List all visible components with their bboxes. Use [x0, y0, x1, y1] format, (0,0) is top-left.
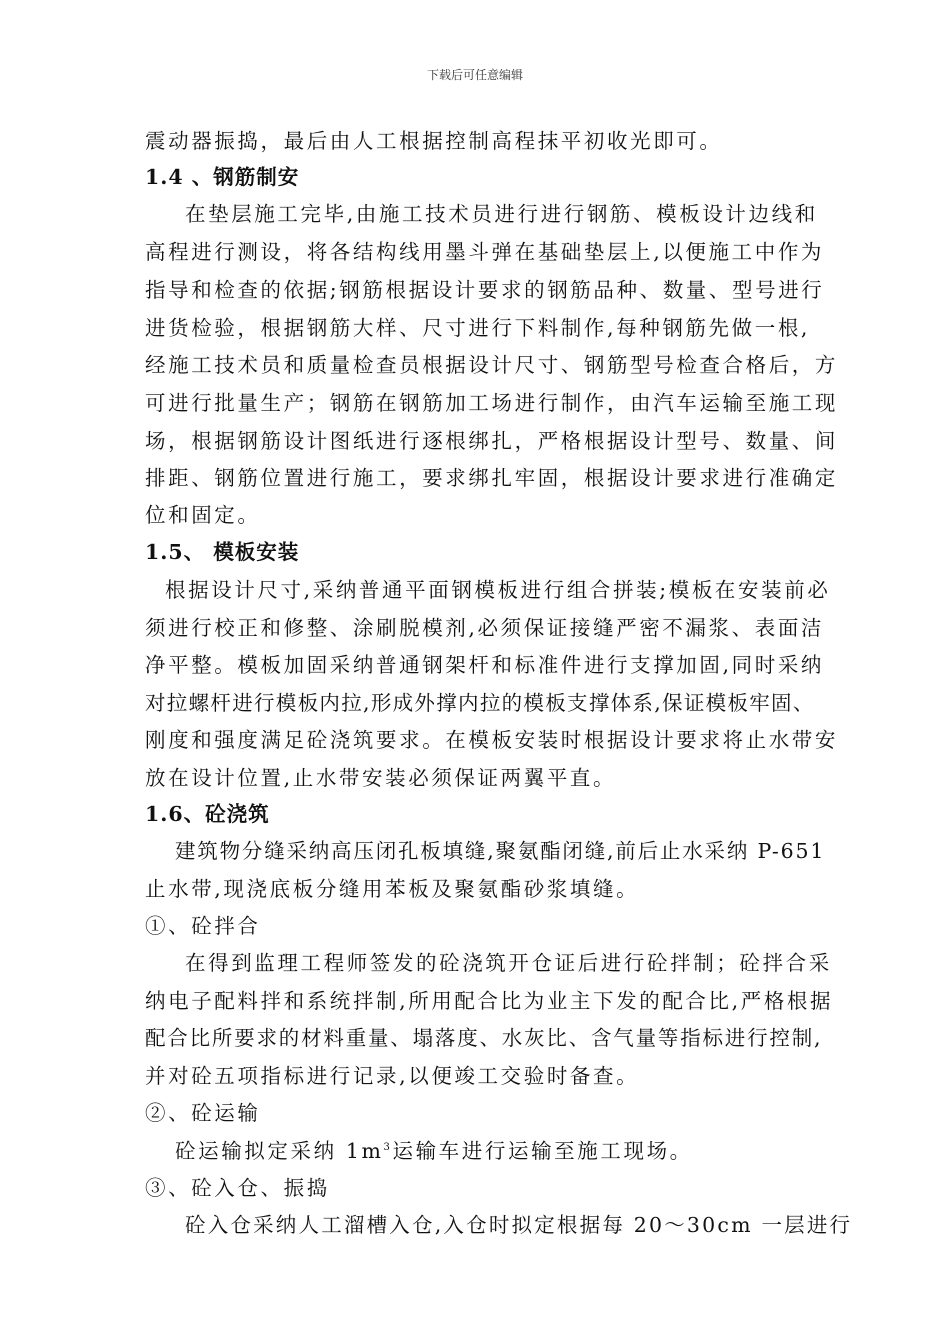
text-line: 高程进行测设，将各结构线用墨斗弹在基础垫层上,以便施工中作为: [145, 240, 825, 264]
section-heading-1-6: 1.6、砼浇筑: [145, 802, 270, 826]
text-line: 须进行校正和修整、涂刷脱模剂,必须保证接缝严密不漏浆、表面洁: [145, 616, 825, 640]
text-line: 配合比所要求的材料重量、塌落度、水灰比、含气量等指标进行控制,: [145, 1026, 823, 1050]
text-line: 在得到监理工程师签发的砼浇筑开仓证后进行砼拌制；砼拌合采: [185, 951, 832, 975]
subheading-transport: ②、砼运输: [145, 1101, 261, 1125]
text-line: 净平整。模板加固采纳普通钢架杆和标准件进行支撑加固,同时采纳: [145, 653, 825, 677]
text-line: 对拉螺杆进行模板内拉,形成外撑内拉的模板支撑体系,保证模板牢固、: [145, 691, 815, 715]
text-line: 可进行批量生产；钢筋在钢筋加工场进行制作，由汽车运输至施工现: [145, 391, 838, 415]
text-line: 位和固定。: [145, 503, 261, 527]
text-line: 纳电子配料拌和系统拌制,所用配合比为业主下发的配合比,严格根据: [145, 989, 834, 1013]
section-heading-1-5: 1.5、 模板安装: [145, 540, 300, 564]
text-line: 止水带,现浇底板分缝用苯板及聚氨酯砂浆填缝。: [145, 877, 640, 901]
section-heading-1-4: 1.4 、钢筋制安: [145, 165, 300, 189]
text-line: 震动器振捣，最后由人工根据控制高程抹平初收光即可。: [145, 129, 723, 153]
text-line: 砼入仓采纳人工溜槽入仓,入仓时拟定根据每 20～30cm 一层进行: [185, 1213, 853, 1237]
text-line: 根据设计尺寸,采纳普通平面钢模板进行组合拼装;模板在安装前必: [165, 578, 831, 602]
text-line: [175, 1134, 693, 1164]
text-run: 砼运输拟定采纳 1m: [175, 1139, 384, 1163]
subheading-mixing: ①、砼拌合: [145, 914, 261, 938]
text-line: 刚度和强度满足砼浇筑要求。在模板安装时根据设计要求将止水带安: [145, 728, 838, 752]
text-line: 场，根据钢筋设计图纸进行逐根绑扎，严格根据设计型号、数量、间: [145, 429, 838, 453]
text-line: 在垫层施工完毕,由施工技术员进行进行钢筋、模板设计边线和: [185, 202, 818, 226]
text-line: 指导和检查的依据;钢筋根据设计要求的钢筋品种、数量、型号进行: [145, 278, 825, 302]
text-line: 经施工技术员和质量检查员根据设计尺寸、钢筋型号检查合格后，方: [145, 353, 838, 377]
page-header-note: 下载后可任意编辑: [426, 68, 523, 82]
superscript: 3: [383, 1142, 393, 1154]
text-line: 建筑物分缝采纳高压闭孔板填缝,聚氨酯闭缝,前后止水采纳 P-651: [175, 839, 826, 863]
text-run: 运输车进行运输至施工现场。: [392, 1139, 693, 1163]
text-line: 放在设计位置,止水带安装必须保证两翼平直。: [145, 766, 617, 790]
text-line: 进货检验，根据钢筋大样、尺寸进行下料制作,每种钢筋先做一根,: [145, 316, 811, 340]
text-line: 并对砼五项指标进行记录,以便竣工交验时备查。: [145, 1064, 640, 1088]
subheading-pouring-vibrating: ③、砼入仓、振捣: [145, 1176, 330, 1200]
text-line: 排距、钢筋位置进行施工，要求绑扎牢固，根据设计要求进行准确定: [145, 466, 838, 490]
